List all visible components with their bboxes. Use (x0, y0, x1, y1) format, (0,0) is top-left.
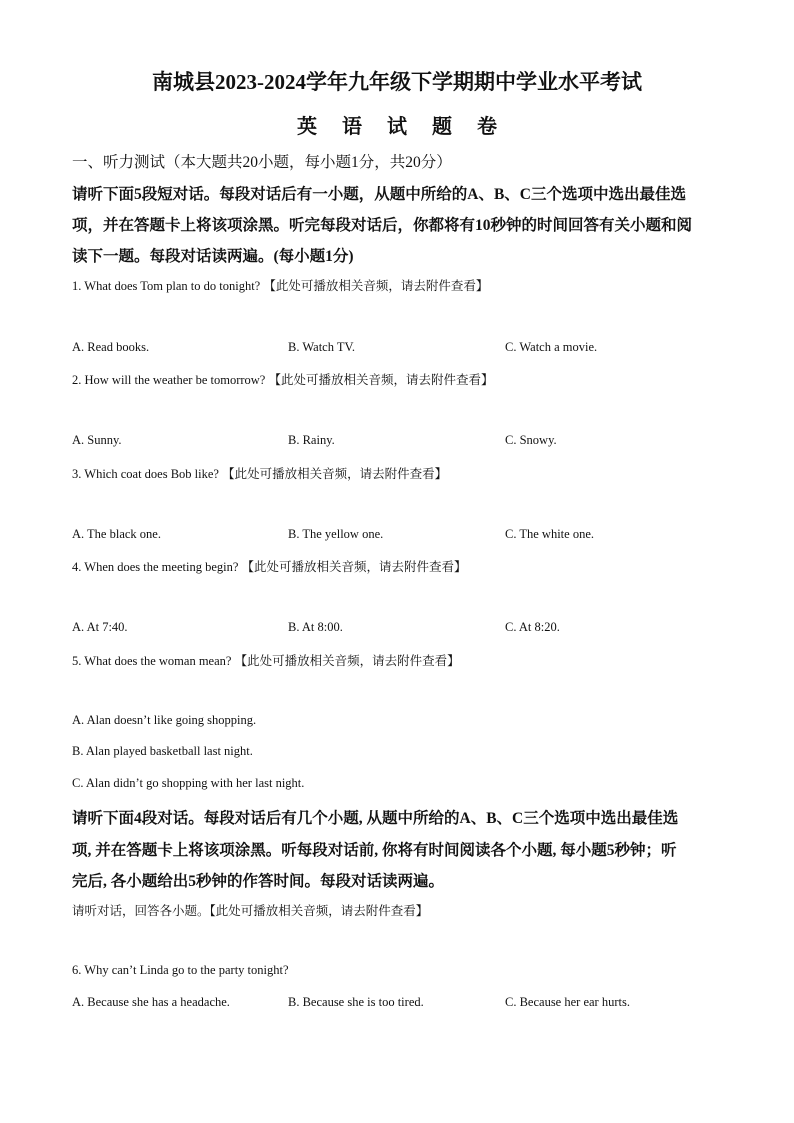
option-b: B. The yellow one. (288, 527, 384, 541)
option-c: C. At 8:20. (505, 620, 560, 634)
audio-link[interactable]: 【此处可播放相关音频，请去附件查看】 (222, 466, 448, 481)
question-text: 5. What does the woman mean? (72, 654, 232, 668)
listen-note[interactable]: 请听对话，回答各小题。【此处可播放相关音频，请去附件查看】 (72, 903, 429, 918)
question-6: 6. Why can’t Linda go to the party tonight? (72, 963, 289, 977)
option-b: B. Rainy. (288, 433, 335, 447)
exam-subtitle: 英 语 试 题 卷 (297, 116, 507, 138)
instruction-line: 完后, 各小题给出5秒钟的作答时间。每段对话读两遍。 (72, 873, 445, 890)
instruction-line: 请听下面4段对话。每段对话后有几个小题, 从题中所给的A、B、C三个选项中选出最佳选 (72, 810, 679, 827)
option-a: A. Sunny. (72, 433, 122, 447)
option-a: A. Because she has a headache. (72, 995, 230, 1009)
question-3 (72, 464, 447, 482)
question-text: 4. When does the meeting begin? (72, 560, 239, 574)
instruction-line: 项，并在答题卡上将该项涂黑。听完每段对话后，你都将有10秒钟的时间回答有关小题和阅 (72, 217, 693, 234)
exam-title: 南城县2023-2024学年九年级下学期期中学业水平考试 (152, 70, 642, 94)
instruction-line: 项, 并在答题卡上将该项涂黑。听每段对话前, 你将有时间阅读各个小题, 每小题5秒钟；听 (72, 842, 677, 859)
audio-link[interactable]: 【此处可播放相关音频，请去附件查看】 (268, 372, 494, 387)
option-b: B. Because she is too tired. (288, 995, 424, 1009)
option-c: C. Watch a movie. (505, 340, 598, 354)
option-c: C. Because her ear hurts. (505, 995, 630, 1009)
audio-link[interactable]: 【此处可播放相关音频，请去附件查看】 (241, 559, 467, 574)
option-c: C. The white one. (505, 527, 594, 541)
question-5 (72, 651, 460, 669)
option-b: B. At 8:00. (288, 620, 343, 634)
question-text: 3. Which coat does Bob like? (72, 467, 219, 481)
instruction-line: 读下一题。每段对话读两遍。(每小题1分) (72, 248, 354, 265)
audio-link[interactable]: 【此处可播放相关音频，请去附件查看】 (234, 653, 460, 668)
option-b: B. Watch TV. (288, 340, 356, 354)
question-text: 1. What does Tom plan to do tonight? (72, 279, 261, 293)
option-b: B. Alan played basketball last night. (72, 744, 253, 758)
option-c: C. Alan didn’t go shopping with her last night. (72, 776, 305, 790)
section-heading: 一、听力测试（本大题共20小题，每小题1分，共20分） (72, 154, 452, 171)
option-a: A. Read books. (72, 340, 150, 354)
option-c: C. Snowy. (505, 433, 557, 447)
question-text: 2. How will the weather be tomorrow? (72, 373, 266, 387)
question-4 (72, 557, 467, 575)
question-2 (72, 370, 494, 388)
option-a: A. At 7:40. (72, 620, 128, 634)
option-a: A. The black one. (72, 527, 161, 541)
option-a: A. Alan doesn’t like going shopping. (72, 713, 257, 727)
audio-link[interactable]: 【此处可播放相关音频，请去附件查看】 (263, 278, 489, 293)
instruction-line: 请听下面5段短对话。每段对话后有一小题，从题中所给的A、B、C三个选项中选出最佳选 (72, 186, 686, 203)
question-1 (72, 276, 488, 294)
